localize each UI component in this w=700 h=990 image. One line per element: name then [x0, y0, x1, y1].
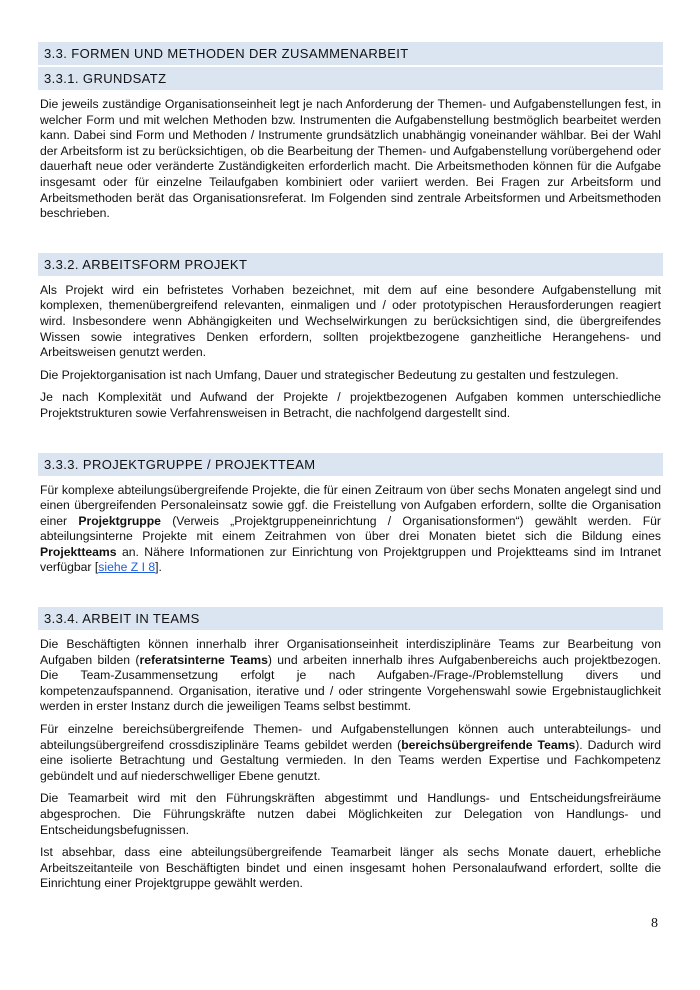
text-run: Für komplexe abteilungsübergreifende Projekte, die für einen Zeitraum von über sechs Monaten angelegt sind und einen übergreifenden Personaleinsatz sowie ggf. die Freistellung von Aufgaben erfordern, sollte die Organisation einer: [40, 482, 661, 528]
text-run: ) und arbeiten innerhalb ihres Aufgabenbereichs auch projektbezogen. Die Team-Zusammensetzung erfolgt je nach Aufgaben-/Frage-/Problemstellung divers und kompetenzaufspannend. Organisation, iterative und / oder stringente Vorgehenswahl sowie Ergebnistauglichkeit werden in erster Instanz durch die jeweiligen Teams selbst bestimmt.: [40, 652, 661, 714]
page-number: 8: [651, 916, 658, 931]
document-page: [38, 42, 663, 899]
bold-term-projektteams: Projektteams: [40, 544, 117, 559]
text-run: (Verweis „Projektgruppeneinrichtung / Organisationsformen“) gewählt werden. Für abteilungsinterne Projekte mit einem Zeitrahmen von über drei Monaten bietet sich die Bildung eines: [40, 513, 661, 544]
paragraph-projekt-2: Die Projektorganisation ist nach Umfang, Dauer und strategischer Bedeutung zu gestalten und festzulegen.: [40, 367, 619, 382]
paragraph-teams-2: [40, 722, 661, 784]
paragraph-projekt-1: Als Projekt wird ein befristetes Vorhaben bezeichnet, mit dem auf eine besondere Aufgabenstellung mit komplexen, themenübergreifend relevanten, einmaligen und / oder prototypischen Herausforderungen reagiert wird. Insbesondere wenn Abhängigkeiten und Wechselwirkungen zu berücksichtigen sind, die übergreifendes Wissen sowie integratives Denken erfordern, sollten projektbezogene ganzheitliche Herangehens- und Arbeitsweisen genutzt werden.: [40, 282, 661, 360]
section-heading-3-3-3: 3.3.3. PROJEKTGRUPPE / PROJEKTTEAM: [38, 453, 663, 476]
text-run: ). Dadurch wird eine isolierte Betrachtung und Gestaltung vermieden. In den Teams werden Expertise und Fachkompetenz gebündelt und auf niederschwelliger Ebene genutzt.: [40, 737, 661, 783]
section-heading-3-3-1: 3.3.1. GRUNDSATZ: [38, 67, 663, 90]
section-heading-3-3-2: 3.3.2. ARBEITSFORM PROJEKT: [38, 253, 663, 276]
text-run: Die Beschäftigten können innerhalb ihrer Organisationseinheit interdisziplinäre Teams zur Bearbeitung von Aufgaben bilden (: [40, 637, 661, 667]
bold-term-projektgruppe: Projektgruppe: [78, 513, 161, 528]
paragraph-teams-4: Ist absehbar, dass eine abteilungsübergreifende Teamarbeit länger als sechs Monate dauert, erhebliche Arbeitszeitanteile von Beschäftigten bindet und einen insgesamt hohen Personalaufwand erfordert, sollte die Einrichtung einer Projektgruppe gewählt werden.: [40, 845, 661, 891]
paragraph-projektgruppe: [40, 483, 661, 577]
text-run: ].: [155, 560, 162, 575]
section-heading-3-3-4: 3.3.4. ARBEIT IN TEAMS: [38, 607, 663, 630]
paragraph-teams-1: [40, 637, 661, 715]
bold-term-referatsinterne-teams: referatsinterne Teams: [139, 652, 268, 667]
paragraph-teams-3: Die Teamarbeit wird mit den Führungskräften abgestimmt und Handlungs- und Entscheidungsfreiräume abgesprochen. Die Führungskräfte nutzen dabei Möglichkeiten zur Delegation von Handlungs- und Entscheidungsbefugnissen.: [40, 791, 661, 837]
paragraph-grundsatz: Die jeweils zuständige Organisationseinheit legt je nach Anforderung der Themen- und Aufgabenstellungen fest, in welcher Form und mit welchen Methoden bzw. Instrumenten die Aufgabenstellung bestmöglich bearbeitet werden kann. Dabei sind Form und Methoden / Instrumente grundsätzlich unabhängig voneinander wählbar. Bei der Wahl der Arbeitsform ist zu berücksichtigen, ob die Bearbeitung der Themen- und Aufgabenstellung vorübergehend oder dauerhaft neue oder veränderte Zuständigkeiten erforderlich macht. Die Arbeitsmethoden können für die Aufgabe insgesamt oder für einzelne Teilaufgaben kombiniert oder variiert werden. Bei Fragen zur Arbeitsform und Arbeitsmethoden berät das Organisationsreferat. Im Folgenden sind zentrale Arbeitsformen und Arbeitsmethoden beschrieben.: [40, 97, 661, 221]
bold-term-bereichsuebergreifende-teams: bereichsübergreifende Teams: [401, 737, 576, 752]
text-run: Für einzelne bereichsübergreifende Themen- und Aufgabenstellungen können auch unterabteilungs- und abteilungsübergreifend crossdisziplinäre Teams gebildet werden (: [40, 722, 661, 752]
paragraph-projekt-3: Je nach Komplexität und Aufwand der Projekte / projektbezogenen Aufgaben kommen unterschiedliche Projektstrukturen sowie Verfahrensweisen in Betracht, die nachfolgend dargestellt sind.: [40, 390, 661, 420]
intranet-link[interactable]: siehe Z I 8: [98, 560, 156, 575]
text-run: an. Nähere Informationen zur Einrichtung von Projektgruppen und Projektteams sind im Intranet verfügbar [: [40, 544, 661, 575]
section-heading-3-3: 3.3. FORMEN UND METHODEN DER ZUSAMMENARBEIT: [38, 42, 663, 65]
